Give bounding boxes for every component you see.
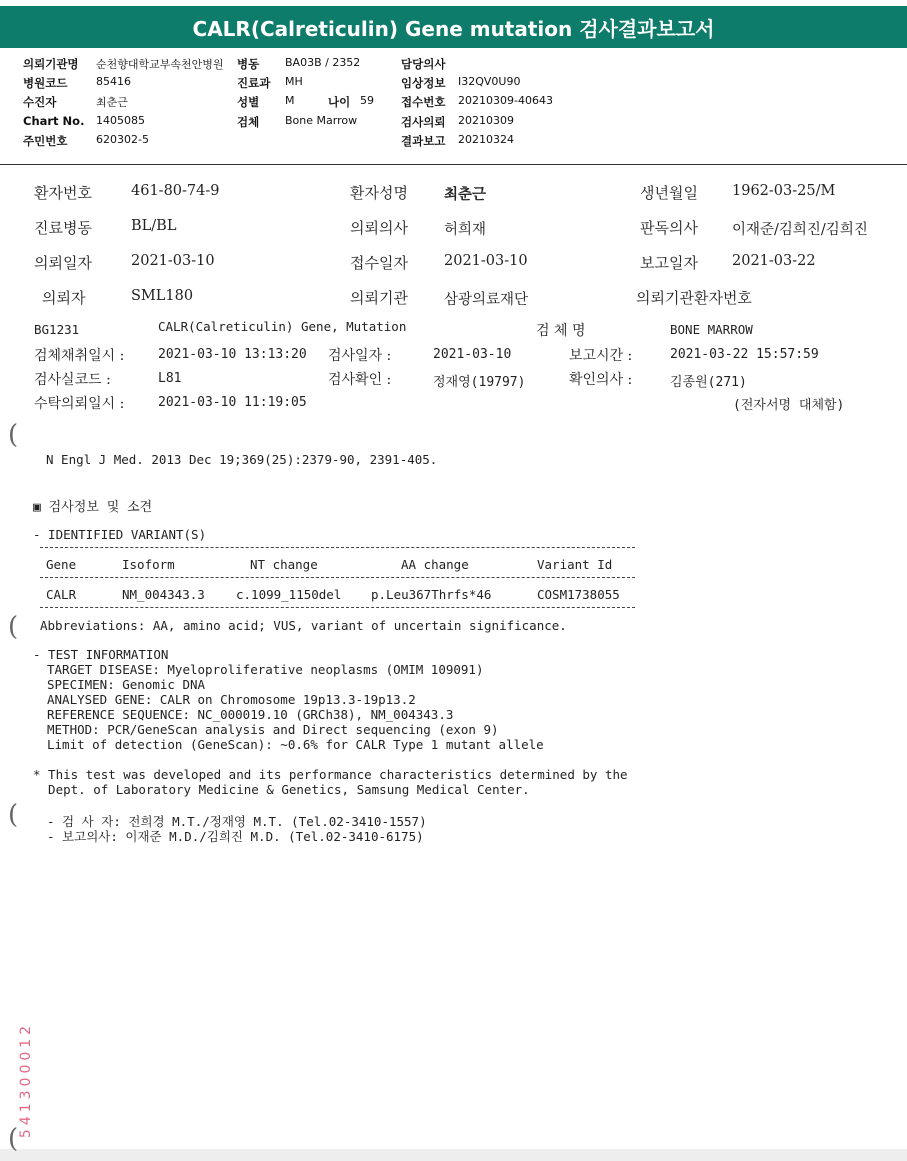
esign-note: (전자서명 대체함): [733, 398, 845, 413]
test-info-line: SPECIMEN: Genomic DNA: [47, 677, 206, 692]
reference-citation: N Engl J Med. 2013 Dec 19;369(25):2379-90, 2391-405.: [46, 452, 438, 467]
testdate-value: 2021-03-10: [433, 347, 512, 362]
patient-label: 환자성명: [350, 184, 408, 202]
patient-value: 1962-03-25/M: [732, 183, 836, 199]
confirm-value: 정재영(19797): [433, 375, 526, 390]
variant-cell-nt-change: c.1099_1150del: [236, 587, 342, 602]
punch-hole-mark: (: [8, 800, 19, 830]
disclaimer-line: Dept. of Laboratory Medicine & Genetics, Samsung Medical Center.: [33, 782, 530, 797]
header-value: 85416: [96, 75, 131, 88]
test-info-line: TARGET DISEASE: Myeloproliferative neoplasms (OMIM 109091): [47, 662, 484, 677]
header-value: 1405085: [96, 114, 145, 127]
header-value: 20210309-40643: [458, 94, 553, 107]
header-label: 검사의뢰: [401, 115, 446, 129]
reporttime-label: 보고시간 :: [569, 348, 633, 364]
patient-value: 허희재: [444, 222, 487, 238]
col-header-nt-change: NT change: [250, 557, 318, 572]
test-info-heading: - TEST INFORMATION: [33, 647, 169, 662]
header-value: 20210309: [458, 114, 514, 127]
specimen-label: 검 체 명: [536, 323, 586, 339]
patient-value: BL/BL: [131, 218, 177, 234]
patient-label: 의뢰자: [42, 289, 86, 307]
patient-label: 판독의사: [640, 219, 698, 237]
header-label: 병동: [237, 57, 260, 71]
specimen-value: BONE MARROW: [670, 322, 753, 337]
patient-value: 이재준/김희진/김희진: [732, 222, 868, 238]
patient-label: 생년월일: [640, 184, 698, 202]
patient-value: 삼광의료재단: [444, 292, 529, 308]
test-info-line: Limit of detection (GeneScan): ~0.6% for CALR Type 1 mutant allele: [47, 737, 544, 752]
consign-value: 2021-03-10 11:19:05: [158, 395, 307, 410]
header-label: 결과보고: [401, 134, 446, 148]
test-info-line: REFERENCE SEQUENCE: NC_000019.10 (GRCh38), NM_004343.3: [47, 707, 454, 722]
doctor-label: 확인의사 :: [569, 372, 633, 388]
exam-code: BG1231: [34, 322, 80, 337]
patient-label: 환자번호: [34, 184, 92, 202]
table-divider: [40, 607, 635, 608]
header-label: 담당의사: [401, 57, 446, 71]
testdate-label: 검사일자 :: [328, 348, 392, 364]
header-value: MH: [285, 75, 303, 88]
table-divider: [40, 577, 635, 578]
col-header-aa-change: AA change: [401, 557, 469, 572]
abbreviations-note: Abbreviations: AA, amino acid; VUS, variant of uncertain significance.: [40, 618, 567, 633]
header-label: 검체: [237, 115, 260, 129]
col-header-variant-id: Variant Id: [537, 557, 613, 572]
collect-label: 검체채취일시 :: [34, 348, 125, 364]
col-header-gene: Gene: [46, 557, 77, 572]
variant-cell-isoform: NM_004343.3: [122, 587, 205, 602]
header-label: 주민번호: [23, 134, 68, 148]
header-label: 성별: [237, 95, 260, 109]
header-value: 최춘근: [96, 96, 128, 109]
reporttime-value: 2021-03-22 15:57:59: [670, 347, 819, 362]
patient-label: 의뢰일자: [34, 254, 92, 272]
header-label: 병원코드: [23, 76, 68, 90]
test-info-line: ANALYSED GENE: CALR on Chromosome 19p13.3-19p13.2: [47, 692, 416, 707]
variant-cell-aa-change: p.Leu367Thrfs*46: [371, 587, 492, 602]
punch-hole-mark: (: [8, 1124, 19, 1154]
variants-heading: - IDENTIFIED VARIANT(S): [33, 527, 207, 542]
disclaimer-line: * This test was developed and its performance characteristics determined by the: [33, 767, 628, 782]
doctor-value: 김종원(271): [670, 375, 747, 390]
exam-name: CALR(Calreticulin) Gene, Mutation: [158, 319, 407, 334]
header-label: Chart No.: [23, 114, 85, 128]
col-header-isoform: Isoform: [122, 557, 175, 572]
header-label: 의뢰기관명: [23, 57, 79, 71]
report-header: [0, 56, 907, 165]
header-value: 순천향대학교부속천안병원: [96, 58, 224, 71]
header-value: I32QV0U90: [458, 75, 521, 88]
header-label: 접수번호: [401, 95, 446, 109]
header-value: 620302-5: [96, 133, 149, 146]
header-value: 20210324: [458, 133, 514, 146]
patient-label: 의뢰의사: [350, 219, 408, 237]
patient-label: 진료병동: [34, 219, 92, 237]
patient-label: 보고일자: [640, 254, 698, 272]
header-value: M: [285, 94, 295, 107]
page-bottom-strip: [0, 1149, 907, 1161]
signer-line: - 보고의사: 이재준 M.D./김희진 M.D. (Tel.02-3410-6175): [47, 829, 424, 844]
header-value: 59: [360, 94, 374, 107]
patient-value: 최춘근: [444, 186, 487, 203]
collect-value: 2021-03-10 13:13:20: [158, 347, 307, 362]
report-title: CALR(Calreticulin) Gene mutation 검사결과보고서: [0, 6, 907, 48]
table-divider: [40, 547, 635, 548]
room-label: 검사실코드 :: [34, 372, 111, 388]
header-label: 진료과: [237, 76, 271, 90]
header-label: 임상정보: [401, 76, 446, 90]
header-label: 나이: [328, 95, 351, 109]
header-value: Bone Marrow: [285, 114, 358, 127]
header-label: 수진자: [23, 95, 57, 109]
patient-label: 접수일자: [350, 254, 408, 272]
test-info-line: METHOD: PCR/GeneScan analysis and Direct sequencing (exon 9): [47, 722, 499, 737]
consign-label: 수탁의뢰일시 :: [34, 396, 125, 412]
patient-value: 2021-03-10: [444, 253, 528, 269]
variant-cell-gene: CALR: [46, 587, 77, 602]
patient-value: 2021-03-22: [732, 253, 816, 269]
patient-label: 의뢰기관: [350, 289, 408, 307]
patient-value: 2021-03-10: [131, 253, 215, 269]
confirm-label: 검사확인 :: [328, 372, 392, 388]
document-serial-number: 541300012: [18, 1021, 35, 1139]
variant-cell-variant-id: COSM1738055: [537, 587, 620, 602]
header-value: BA03B / 2352: [285, 56, 361, 69]
patient-value: 461-80-74-9: [131, 183, 220, 199]
patient-value: SML180: [131, 288, 194, 304]
section-title: ▣ 검사정보 및 소견: [33, 500, 153, 515]
patient-label: 의뢰기관환자번호: [636, 289, 752, 307]
room-value: L81: [158, 371, 182, 386]
punch-hole-mark: (: [8, 420, 19, 450]
signer-line: - 검 사 자: 전희경 M.T./정재영 M.T. (Tel.02-3410-1557): [47, 814, 427, 829]
punch-hole-mark: (: [8, 612, 19, 642]
